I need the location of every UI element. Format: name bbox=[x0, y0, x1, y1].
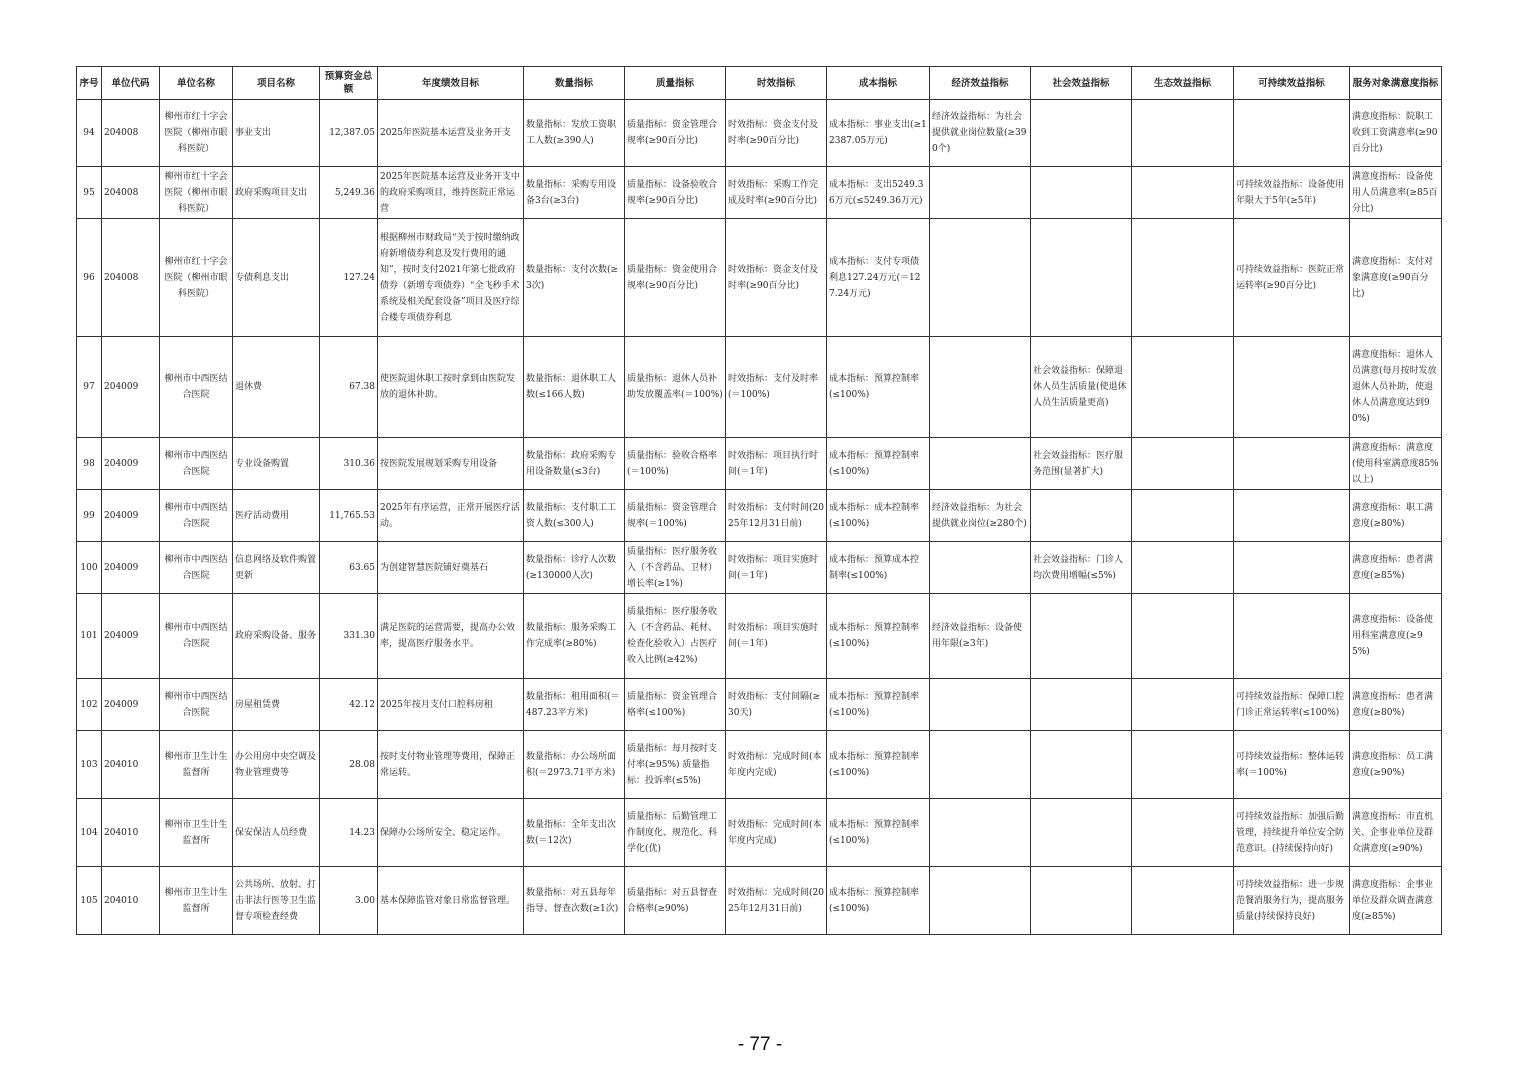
cell-cost: 成本指标：支出5249.36万元(≤5249.36万元) bbox=[827, 167, 930, 219]
cell-no: 105 bbox=[77, 867, 102, 935]
cell-quality: 质量指标：资金管理合格率(≤100%) bbox=[625, 679, 726, 731]
cell-budget: 42.12 bbox=[320, 679, 378, 731]
cell-quality: 质量指标：医疗服务收入（不含药品、卫材）增长率(≥1%) bbox=[625, 542, 726, 594]
cell-time: 时效指标：支付间隔(≥30天) bbox=[726, 679, 827, 731]
header-quality: 质量指标 bbox=[625, 67, 726, 100]
header-time: 时效指标 bbox=[726, 67, 827, 100]
cell-quantity: 数量指标：诊疗人次数(≥130000人次) bbox=[524, 542, 625, 594]
table-row bbox=[77, 167, 1442, 219]
cell-project: 保安保洁人员经费 bbox=[233, 799, 320, 867]
cell-satisfaction: 满意度指标：患者满意度(≥80%) bbox=[1350, 679, 1442, 731]
cell-satisfaction: 满意度指标：员工满意度(≥90%) bbox=[1350, 731, 1442, 799]
cell-code: 204009 bbox=[102, 679, 160, 731]
cell-sustain: 可持续效益指标：进一步规范餐消服务行为，提高服务质量(持续保持良好) bbox=[1234, 867, 1350, 935]
table-row bbox=[77, 867, 1442, 935]
cell-satisfaction: 满意度指标：院职工收到工资满意率(≥90百分比) bbox=[1350, 100, 1442, 167]
cell-unit: 柳州市红十字会医院（柳州市眼科医院） bbox=[160, 219, 233, 337]
cell-goal: 按时支付物业管理等费用，保障正常运转。 bbox=[378, 731, 524, 799]
header-satisfaction: 服务对象满意度指标 bbox=[1350, 67, 1442, 100]
cell-sustain bbox=[1234, 542, 1350, 594]
cell-time: 时效指标：完成时间(本年度内完成) bbox=[726, 731, 827, 799]
cell-code: 204008 bbox=[102, 219, 160, 337]
cell-project: 专业设备购置 bbox=[233, 438, 320, 490]
cell-code: 204010 bbox=[102, 731, 160, 799]
cell-no: 100 bbox=[77, 542, 102, 594]
cell-code: 204009 bbox=[102, 337, 160, 438]
cell-unit: 柳州市红十字会医院（柳州市眼科医院） bbox=[160, 167, 233, 219]
header-quantity: 数量指标 bbox=[524, 67, 625, 100]
cell-ecological bbox=[1132, 799, 1234, 867]
cell-time: 时效指标：支付及时率(＝100%) bbox=[726, 337, 827, 438]
cell-satisfaction: 满意度指标：职工满意度(≥80%) bbox=[1350, 490, 1442, 542]
cell-ecological bbox=[1132, 219, 1234, 337]
cell-goal: 使医院退休职工按时拿到由医院发放的退休补助。 bbox=[378, 337, 524, 438]
header-no: 序号 bbox=[77, 67, 102, 100]
cell-quantity: 数量指标：支付职工工资人数(≤300人) bbox=[524, 490, 625, 542]
cell-project: 退休费 bbox=[233, 337, 320, 438]
cell-sustain bbox=[1234, 337, 1350, 438]
cell-social bbox=[1031, 219, 1132, 337]
cell-time: 时效指标：项目执行时间(＝1年) bbox=[726, 438, 827, 490]
cell-no: 99 bbox=[77, 490, 102, 542]
cell-sustain: 可持续效益指标：保障口腔门诊正常运转率(≤100%) bbox=[1234, 679, 1350, 731]
cell-no: 104 bbox=[77, 799, 102, 867]
cell-quality: 质量指标：验收合格率(＝100%) bbox=[625, 438, 726, 490]
cell-goal: 按医院发展规划采购专用设备 bbox=[378, 438, 524, 490]
cell-project: 医疗活动费用 bbox=[233, 490, 320, 542]
cell-social bbox=[1031, 731, 1132, 799]
table-row bbox=[77, 799, 1442, 867]
cell-cost: 成本指标：预算控制率(≤100%) bbox=[827, 438, 930, 490]
cell-no: 94 bbox=[77, 100, 102, 167]
cell-cost: 成本指标：预算控制率(≤100%) bbox=[827, 799, 930, 867]
cell-budget: 5,249.36 bbox=[320, 167, 378, 219]
cell-quantity: 数量指标：退休职工人数(≤166人数) bbox=[524, 337, 625, 438]
cell-cost: 成本指标：支付专项债利息127.24万元(＝127.24万元) bbox=[827, 219, 930, 337]
cell-quality: 质量指标：每月按时支付率(≥95%) 质量指标：投诉率(≤5%) bbox=[625, 731, 726, 799]
cell-quantity: 数量指标：服务采购工作完成率(≥80%) bbox=[524, 594, 625, 679]
cell-goal: 满足医院的运营需要，提高办公效率，提高医疗服务水平。 bbox=[378, 594, 524, 679]
cell-code: 204010 bbox=[102, 799, 160, 867]
cell-quality: 质量指标：后勤管理工作制度化、规范化、科学化(优) bbox=[625, 799, 726, 867]
cell-budget: 12,387.05 bbox=[320, 100, 378, 167]
cell-ecological bbox=[1132, 167, 1234, 219]
cell-goal: 为创建智慧医院铺好奠基石 bbox=[378, 542, 524, 594]
cell-quantity: 数量指标：支付次数(≥3次) bbox=[524, 219, 625, 337]
cell-economic bbox=[930, 731, 1031, 799]
cell-unit: 柳州市卫生计生监督所 bbox=[160, 799, 233, 867]
cell-goal: 2025年按月支付口腔科房租 bbox=[378, 679, 524, 731]
cell-social: 社会效益指标：医疗服务范围(显著扩大) bbox=[1031, 438, 1132, 490]
cell-satisfaction: 满意度指标：企事业单位及群众调查满意度(≥85%) bbox=[1350, 867, 1442, 935]
cell-goal: 2025年医院基本运营及业务开支中的政府采购项目，维持医院正常运营 bbox=[378, 167, 524, 219]
cell-satisfaction: 满意度指标：退休人员满意(每月按时发放退休人员补助，使退休人员满意度达到90%) bbox=[1350, 337, 1442, 438]
cell-social: 社会效益指标：门诊人均次费用增幅(≤5%) bbox=[1031, 542, 1132, 594]
cell-ecological bbox=[1132, 542, 1234, 594]
cell-code: 204010 bbox=[102, 867, 160, 935]
cell-quality: 质量指标：设备验收合规率(≥90百分比) bbox=[625, 167, 726, 219]
cell-quality: 质量指标：资金管理合规率(≥90百分比) bbox=[625, 100, 726, 167]
cell-code: 204009 bbox=[102, 438, 160, 490]
cell-quantity: 数量指标：全年支出次数(＝12次) bbox=[524, 799, 625, 867]
cell-time: 时效指标：采购工作完成及时率(≥90百分比) bbox=[726, 167, 827, 219]
cell-project: 事业支出 bbox=[233, 100, 320, 167]
cell-budget: 127.24 bbox=[320, 219, 378, 337]
cell-unit: 柳州市卫生计生监督所 bbox=[160, 867, 233, 935]
cell-economic bbox=[930, 167, 1031, 219]
cell-budget: 331.30 bbox=[320, 594, 378, 679]
cell-code: 204009 bbox=[102, 542, 160, 594]
cell-sustain bbox=[1234, 490, 1350, 542]
cell-unit: 柳州市中西医结合医院 bbox=[160, 490, 233, 542]
cell-cost: 成本指标：预算控制率(≤100%) bbox=[827, 679, 930, 731]
cell-budget: 67.38 bbox=[320, 337, 378, 438]
header-budget: 预算资金总额 bbox=[320, 67, 378, 100]
cell-satisfaction: 满意度指标：市直机关、企事业单位及群众满意度(≥90%) bbox=[1350, 799, 1442, 867]
cell-cost: 成本指标：预算成本控制率(≤100%) bbox=[827, 542, 930, 594]
cell-goal: 2025年有序运营，正常开展医疗活动。 bbox=[378, 490, 524, 542]
cell-quality: 质量指标：对五县督查合格率(≥90%) bbox=[625, 867, 726, 935]
cell-sustain: 可持续效益指标：加强后勤管理，持续提升单位安全防范意识。(持续保持向好) bbox=[1234, 799, 1350, 867]
table-row bbox=[77, 438, 1442, 490]
cell-social bbox=[1031, 799, 1132, 867]
cell-goal: 2025年医院基本运营及业务开支 bbox=[378, 100, 524, 167]
cell-ecological bbox=[1132, 490, 1234, 542]
cell-budget: 28.08 bbox=[320, 731, 378, 799]
cell-no: 95 bbox=[77, 167, 102, 219]
header-goal: 年度绩效目标 bbox=[378, 67, 524, 100]
cell-cost: 成本指标：预算控制率(≤100%) bbox=[827, 337, 930, 438]
cell-ecological bbox=[1132, 438, 1234, 490]
cell-budget: 310.36 bbox=[320, 438, 378, 490]
cell-economic bbox=[930, 679, 1031, 731]
cell-budget: 14.23 bbox=[320, 799, 378, 867]
cell-project: 政府采购项目支出 bbox=[233, 167, 320, 219]
cell-sustain bbox=[1234, 594, 1350, 679]
header-ecological: 生态效益指标 bbox=[1132, 67, 1234, 100]
cell-social bbox=[1031, 100, 1132, 167]
cell-cost: 成本指标：成本控制率(≤100%) bbox=[827, 490, 930, 542]
cell-quality: 质量指标：资金使用合规率(≥90百分比) bbox=[625, 219, 726, 337]
cell-social bbox=[1031, 867, 1132, 935]
cell-code: 204009 bbox=[102, 490, 160, 542]
cell-unit: 柳州市中西医结合医院 bbox=[160, 438, 233, 490]
cell-ecological bbox=[1132, 594, 1234, 679]
cell-unit: 柳州市中西医结合医院 bbox=[160, 679, 233, 731]
cell-quality: 质量指标：退休人员补助发放覆盖率(＝100%) bbox=[625, 337, 726, 438]
cell-time: 时效指标：资金支付及时率(≥90百分比) bbox=[726, 219, 827, 337]
cell-ecological bbox=[1132, 679, 1234, 731]
cell-budget: 11,765.53 bbox=[320, 490, 378, 542]
cell-quantity: 数量指标：采购专用设备3台(≥3台) bbox=[524, 167, 625, 219]
cell-project: 办公用房中央空调及物业管理费等 bbox=[233, 731, 320, 799]
cell-project: 信息网络及软件购置更新 bbox=[233, 542, 320, 594]
cell-goal: 保障办公场所安全、稳定运作。 bbox=[378, 799, 524, 867]
cell-budget: 63.65 bbox=[320, 542, 378, 594]
cell-time: 时效指标：项目实施时间(＝1年) bbox=[726, 594, 827, 679]
header-row bbox=[77, 67, 1442, 100]
cell-cost: 成本指标：预算控制率(≤100%) bbox=[827, 731, 930, 799]
cell-sustain: 可持续效益指标：整体运转率(＝100%) bbox=[1234, 731, 1350, 799]
header-sustain: 可持续效益指标 bbox=[1234, 67, 1350, 100]
cell-quality: 质量指标：医疗服务收入（不含药品、耗材、检查化验收入）占医疗收入比例(≥42%) bbox=[625, 594, 726, 679]
cell-no: 103 bbox=[77, 731, 102, 799]
cell-quality: 质量指标：资金管理合规率(＝100%) bbox=[625, 490, 726, 542]
cell-economic: 经济效益指标：设备使用年限(≥3年) bbox=[930, 594, 1031, 679]
cell-ecological bbox=[1132, 100, 1234, 167]
cell-unit: 柳州市中西医结合医院 bbox=[160, 542, 233, 594]
cell-budget: 3.00 bbox=[320, 867, 378, 935]
cell-sustain bbox=[1234, 100, 1350, 167]
cell-social bbox=[1031, 679, 1132, 731]
cell-ecological bbox=[1132, 337, 1234, 438]
cell-ecological bbox=[1132, 867, 1234, 935]
cell-no: 98 bbox=[77, 438, 102, 490]
cell-economic bbox=[930, 337, 1031, 438]
performance-table bbox=[76, 66, 1442, 935]
cell-quantity: 数量指标：发放工资职工人数(≥390人) bbox=[524, 100, 625, 167]
header-code: 单位代码 bbox=[102, 67, 160, 100]
cell-economic: 经济效益指标：为社会提供就业岗位(≥280个) bbox=[930, 490, 1031, 542]
cell-project: 政府采购设备、服务 bbox=[233, 594, 320, 679]
cell-quantity: 数量指标：租用面积(＝487.23平方米) bbox=[524, 679, 625, 731]
cell-economic bbox=[930, 219, 1031, 337]
cell-quantity: 数量指标：政府采购专用设备数量(≤3台) bbox=[524, 438, 625, 490]
cell-quantity: 数量指标：对五县每年指导、督查次数(≥1次) bbox=[524, 867, 625, 935]
cell-economic bbox=[930, 542, 1031, 594]
header-project: 项目名称 bbox=[233, 67, 320, 100]
table-row bbox=[77, 219, 1442, 337]
cell-cost: 成本指标：预算控制率(≤100%) bbox=[827, 594, 930, 679]
cell-ecological bbox=[1132, 731, 1234, 799]
cell-time: 时效指标：完成时间(2025年12月31日前) bbox=[726, 867, 827, 935]
cell-satisfaction: 满意度指标：设备使用人员满意率(≥85百分比) bbox=[1350, 167, 1442, 219]
cell-satisfaction: 满意度指标：患者满意度(≥85%) bbox=[1350, 542, 1442, 594]
header-cost: 成本指标 bbox=[827, 67, 930, 100]
cell-goal: 根据柳州市财政局“关于按时缴纳政府新增债券利息及发行费用的通知”，按时支付2021年第七批政府债券（新增专项债券）“全飞秒手术系统及相关配套设备”项目及医疗综合楼专项债券利息 bbox=[378, 219, 524, 337]
cell-economic bbox=[930, 799, 1031, 867]
cell-satisfaction: 满意度指标：支付对象满意度(≥90百分比) bbox=[1350, 219, 1442, 337]
cell-social: 社会效益指标：保障退休人员生活质量(使退休人员生活质量更高) bbox=[1031, 337, 1132, 438]
cell-social bbox=[1031, 490, 1132, 542]
cell-time: 时效指标：完成时间(本年度内完成) bbox=[726, 799, 827, 867]
cell-economic bbox=[930, 867, 1031, 935]
table-row bbox=[77, 490, 1442, 542]
cell-project: 房屋租赁费 bbox=[233, 679, 320, 731]
table-row bbox=[77, 594, 1442, 679]
table-row bbox=[77, 337, 1442, 438]
cell-time: 时效指标：支付时间(2025年12月31日前) bbox=[726, 490, 827, 542]
cell-no: 101 bbox=[77, 594, 102, 679]
cell-sustain: 可持续效益指标：医院正常运转率(≥90百分比) bbox=[1234, 219, 1350, 337]
cell-time: 时效指标：资金支付及时率(≥90百分比) bbox=[726, 100, 827, 167]
cell-quantity: 数量指标：办公场所面积(＝2973.71平方米) bbox=[524, 731, 625, 799]
cell-unit: 柳州市中西医结合医院 bbox=[160, 594, 233, 679]
cell-cost: 成本指标：预算控制率(≤100%) bbox=[827, 867, 930, 935]
cell-unit: 柳州市红十字会医院（柳州市眼科医院） bbox=[160, 100, 233, 167]
cell-sustain: 可持续效益指标：设备使用年限大于5年(≥5年) bbox=[1234, 167, 1350, 219]
cell-project: 专债利息支出 bbox=[233, 219, 320, 337]
cell-no: 97 bbox=[77, 337, 102, 438]
cell-code: 204009 bbox=[102, 594, 160, 679]
cell-economic bbox=[930, 438, 1031, 490]
table-row bbox=[77, 542, 1442, 594]
cell-social bbox=[1031, 167, 1132, 219]
cell-goal: 基本保障监管对象日常监督管理。 bbox=[378, 867, 524, 935]
table-row bbox=[77, 679, 1442, 731]
cell-unit: 柳州市卫生计生监督所 bbox=[160, 731, 233, 799]
cell-economic: 经济效益指标：为社会提供就业岗位数量(≥390个) bbox=[930, 100, 1031, 167]
table-row bbox=[77, 731, 1442, 799]
cell-unit: 柳州市中西医结合医院 bbox=[160, 337, 233, 438]
page-number: - 77 - bbox=[737, 1034, 783, 1055]
cell-cost: 成本指标：事业支出(≥12387.05万元) bbox=[827, 100, 930, 167]
cell-satisfaction: 满意度指标：设备使用科室满意度(≥95%) bbox=[1350, 594, 1442, 679]
cell-satisfaction: 满意度指标：满意度(使用科室满意度85%以上) bbox=[1350, 438, 1442, 490]
cell-time: 时效指标：项目实施时间(＝1年) bbox=[726, 542, 827, 594]
header-social: 社会效益指标 bbox=[1031, 67, 1132, 100]
header-economic: 经济效益指标 bbox=[930, 67, 1031, 100]
cell-code: 204008 bbox=[102, 167, 160, 219]
cell-project: 公共场所、放射、打击非法行医等卫生监督专项检查经费 bbox=[233, 867, 320, 935]
table-row bbox=[77, 100, 1442, 167]
header-unit: 单位名称 bbox=[160, 67, 233, 100]
cell-sustain bbox=[1234, 438, 1350, 490]
cell-social bbox=[1031, 594, 1132, 679]
cell-code: 204008 bbox=[102, 100, 160, 167]
cell-no: 102 bbox=[77, 679, 102, 731]
cell-no: 96 bbox=[77, 219, 102, 337]
